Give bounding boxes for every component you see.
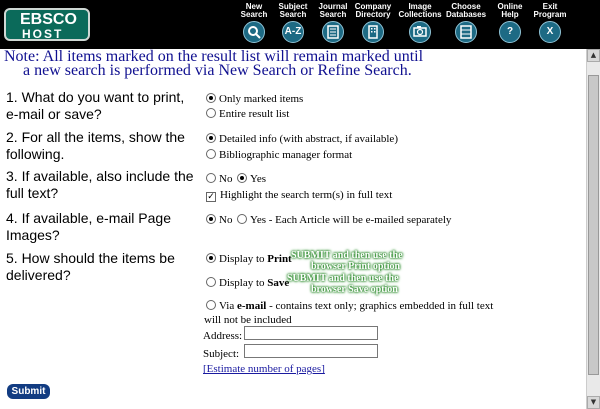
q3-option-no[interactable]: No bbox=[206, 173, 232, 186]
note-line-1: Note: All items marked on the result list will remain marked until bbox=[4, 48, 424, 65]
nav-company-directory[interactable]: Company Directory bbox=[353, 3, 393, 43]
radio-selected-icon[interactable] bbox=[206, 93, 216, 103]
radio-selected-icon[interactable] bbox=[237, 173, 247, 183]
q5-option-save[interactable]: Display to Save bbox=[206, 277, 289, 290]
question-3-label: 3. If available, also include the full text? bbox=[6, 168, 194, 201]
nav-exit-program[interactable]: Exit Program X bbox=[532, 3, 568, 43]
camera-icon bbox=[409, 21, 431, 43]
q4-option-no[interactable]: No bbox=[206, 214, 232, 227]
logo-text-top: EBSCO bbox=[20, 11, 77, 28]
question-5-label: 5. How should the items be delivered? bbox=[6, 250, 175, 283]
radio-unselected-icon[interactable] bbox=[206, 108, 216, 118]
magnifier-icon bbox=[243, 21, 265, 43]
nav-choose-databases[interactable]: Choose Databases bbox=[446, 3, 486, 43]
radio-unselected-icon[interactable] bbox=[206, 173, 216, 183]
marked-items-note bbox=[4, 50, 580, 78]
q1-option-marked[interactable]: Only marked items bbox=[206, 93, 303, 106]
radio-unselected-icon[interactable] bbox=[206, 277, 216, 287]
radio-unselected-icon[interactable] bbox=[206, 149, 216, 159]
building-icon bbox=[362, 21, 384, 43]
question-4-label: 4. If available, e-mail Page Images? bbox=[6, 210, 171, 243]
scroll-up-arrow-icon[interactable]: ▲ bbox=[587, 49, 600, 62]
a-z-icon: A-Z bbox=[282, 21, 304, 43]
save-hint-line-2: browser Save option bbox=[311, 284, 398, 295]
nav-image-collections[interactable]: Image Collections bbox=[397, 3, 443, 43]
subject-label: Subject: bbox=[203, 348, 240, 360]
email-address-input[interactable] bbox=[244, 326, 378, 340]
radio-unselected-icon[interactable] bbox=[237, 214, 247, 224]
radio-selected-icon[interactable] bbox=[206, 214, 216, 224]
q3-highlight-checkbox[interactable]: ✓ Highlight the search term(s) in full text bbox=[207, 189, 393, 202]
radio-selected-icon[interactable] bbox=[206, 253, 216, 263]
email-note-line-2: will not be included bbox=[204, 314, 292, 326]
checkbox-checked-icon[interactable]: ✓ bbox=[207, 192, 215, 202]
q5-option-email[interactable]: Via e-mail - contains text only; graphics embedded in full text bbox=[206, 300, 493, 313]
q5-option-print[interactable]: Display to Print bbox=[206, 253, 292, 266]
help-icon: ? bbox=[499, 21, 521, 43]
q4-option-yes[interactable]: Yes - Each Article will be e-mailed separately bbox=[237, 214, 451, 227]
scroll-down-arrow-icon[interactable]: ▼ bbox=[587, 396, 600, 409]
q1-option-entire[interactable]: Entire result list bbox=[206, 108, 289, 121]
question-1-label: 1. What do you want to print, e-mail or save? bbox=[6, 89, 185, 122]
radio-unselected-icon[interactable] bbox=[206, 300, 216, 310]
question-2-label: 2. For all the items, show the following. bbox=[6, 129, 185, 162]
radio-selected-icon[interactable] bbox=[206, 133, 216, 143]
save-hint-line-1: SUBMIT and then use the bbox=[287, 273, 399, 284]
vertical-scrollbar[interactable] bbox=[586, 49, 600, 409]
email-subject-input[interactable] bbox=[244, 344, 378, 358]
ebscohost-logo[interactable] bbox=[4, 8, 90, 41]
q3-option-yes[interactable]: Yes bbox=[237, 173, 266, 186]
estimate-pages-link[interactable]: [Estimate number of pages] bbox=[203, 363, 325, 375]
q2-option-bibliographic[interactable]: Bibliographic manager format bbox=[206, 149, 352, 162]
print-hint-line-1: SUBMIT and then use the bbox=[291, 250, 403, 261]
database-icon bbox=[455, 21, 477, 43]
note-line-2: a new search is performed via New Search or Refine Search. bbox=[23, 62, 412, 79]
nav-journal-search[interactable]: Journal Search bbox=[316, 3, 350, 43]
print-hint-line-2: browser Print option bbox=[311, 261, 401, 272]
nav-online-help[interactable]: Online Help ? bbox=[493, 3, 527, 43]
nav-new-search[interactable]: New Search bbox=[237, 3, 271, 43]
scrollbar-thumb[interactable] bbox=[588, 75, 599, 375]
nav-subject-search[interactable]: Subject Search A-Z bbox=[276, 3, 310, 43]
q2-option-detailed[interactable]: Detailed info (with abstract, if available) bbox=[206, 133, 398, 146]
logo-text-bottom: HOST bbox=[22, 27, 64, 41]
close-icon: X bbox=[539, 21, 561, 43]
top-navigation-bar bbox=[0, 0, 600, 49]
address-label: Address: bbox=[203, 330, 243, 342]
submit-button[interactable]: Submit bbox=[7, 384, 50, 399]
book-icon bbox=[322, 21, 344, 43]
